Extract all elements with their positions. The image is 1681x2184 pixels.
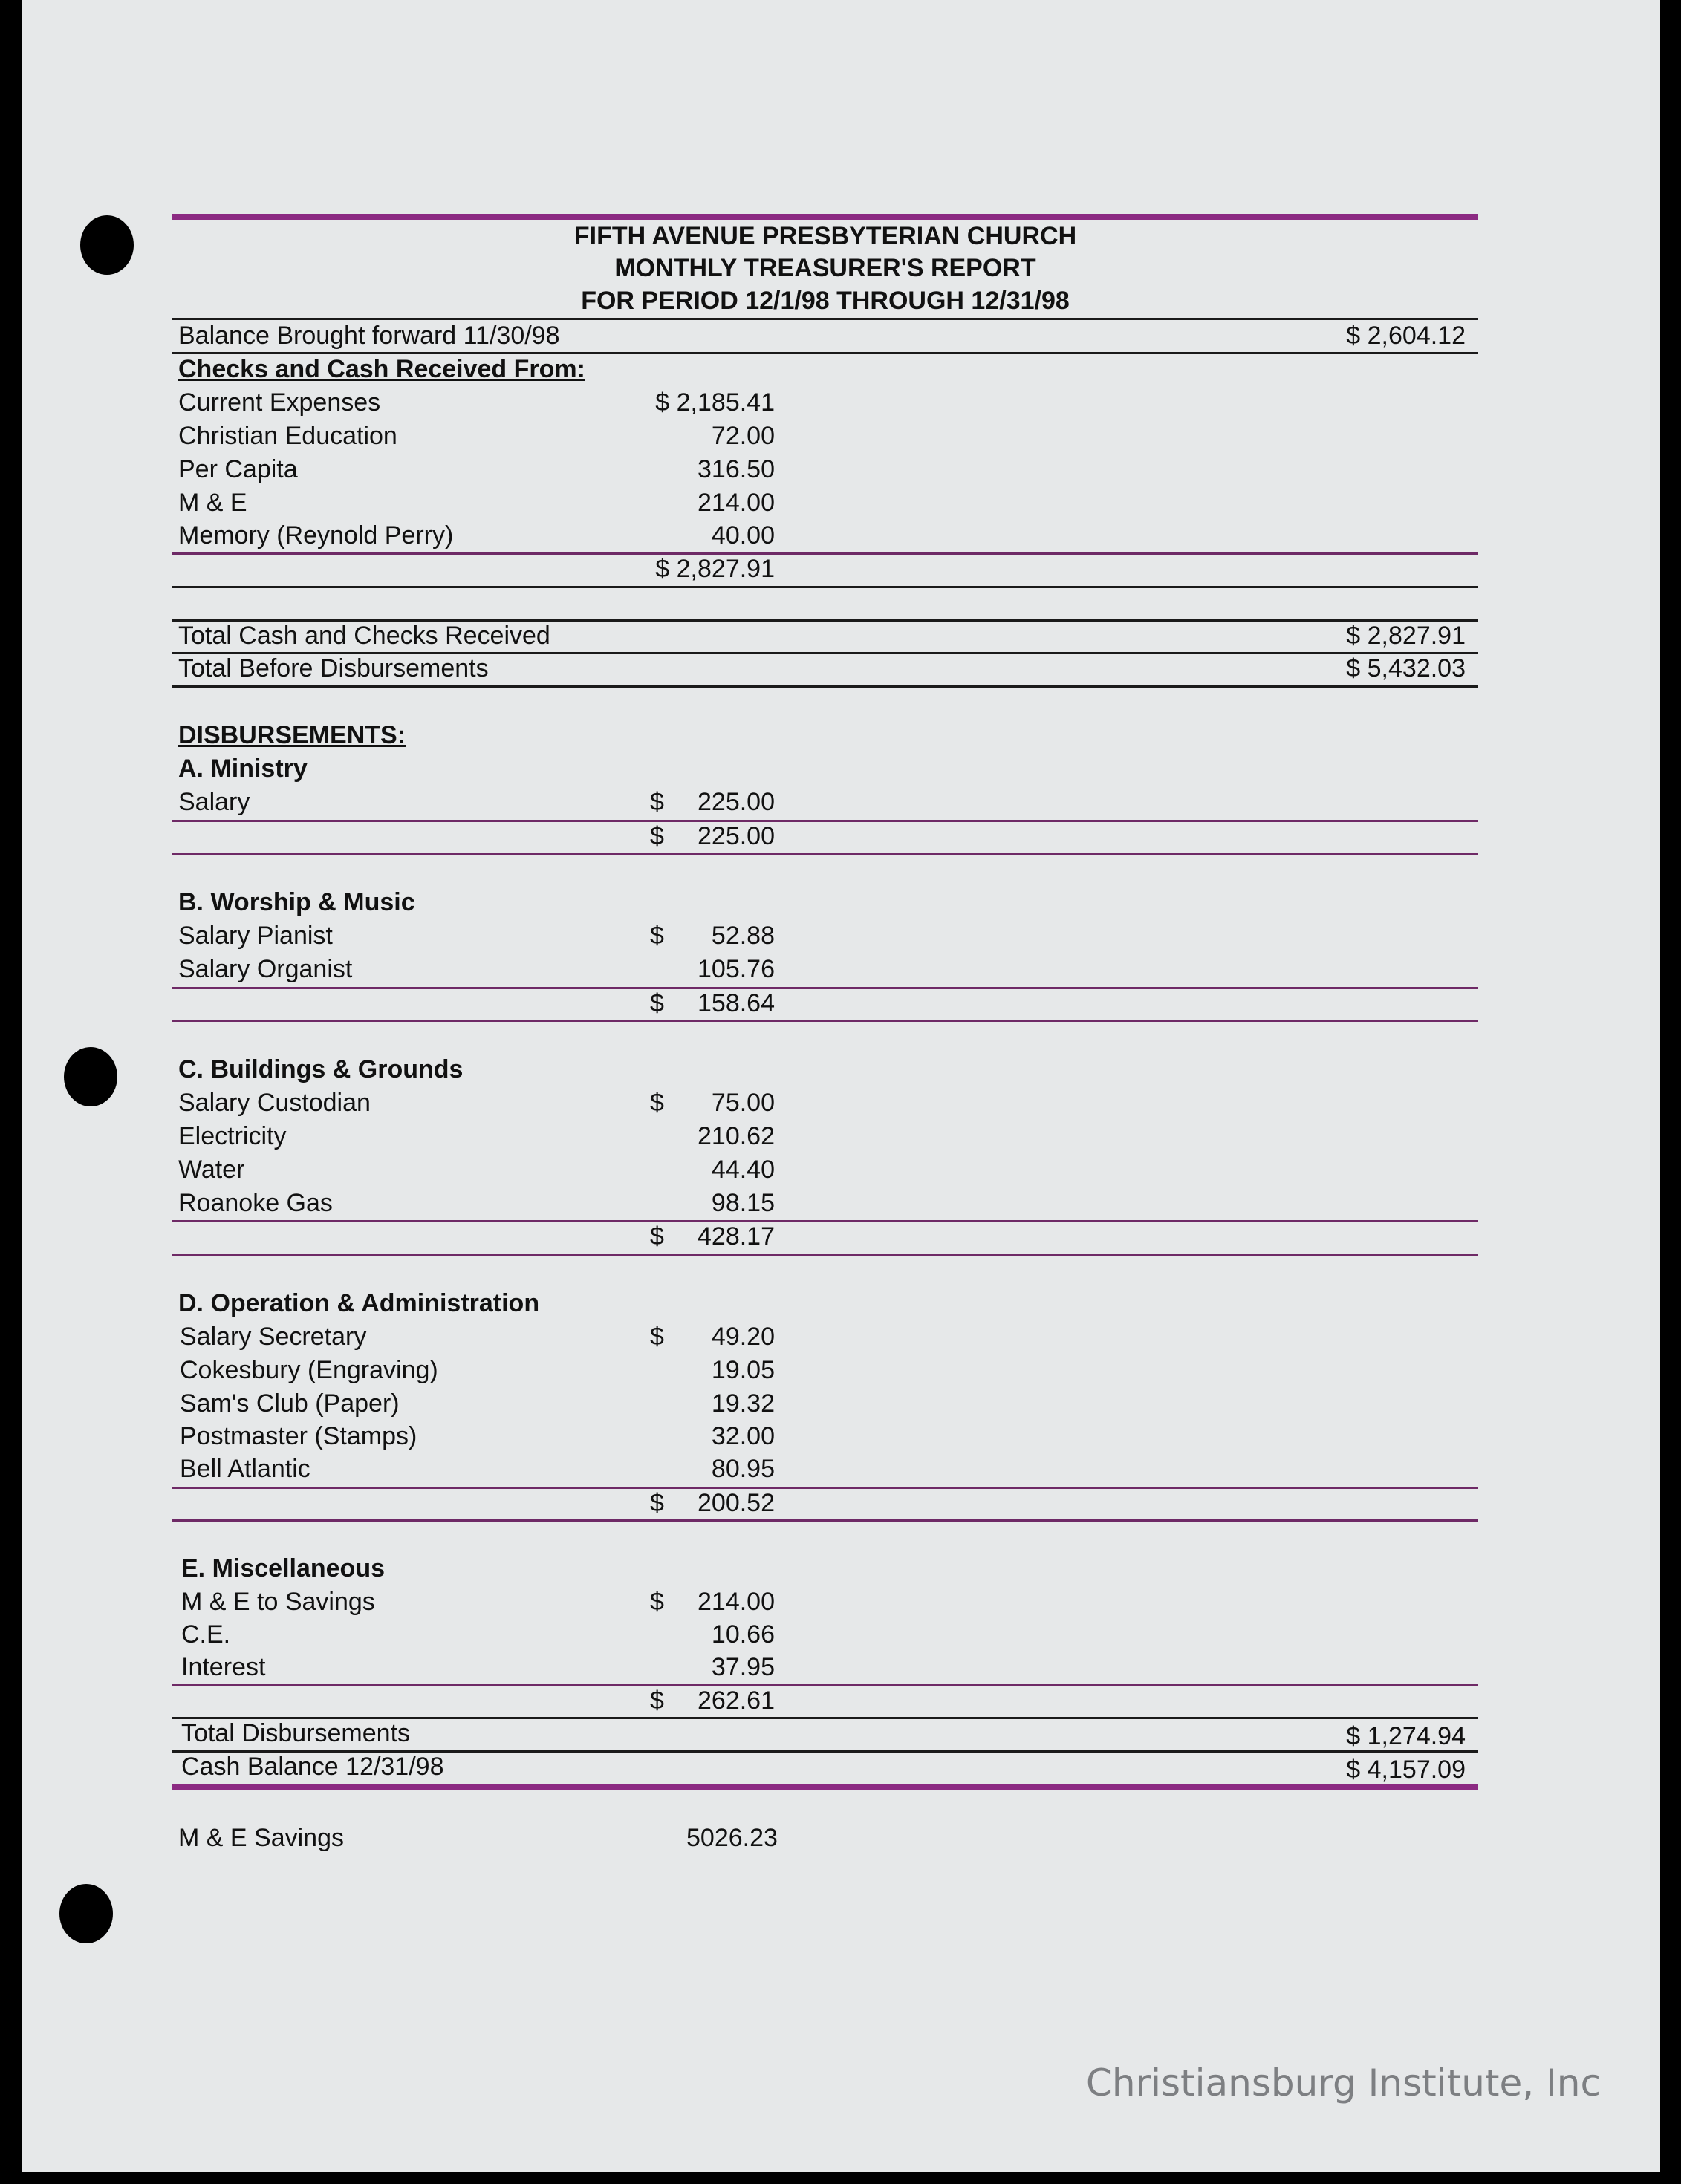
receipt-amount: 72.00 xyxy=(711,422,775,450)
line-item-amount: 37.95 xyxy=(711,1653,775,1681)
rule xyxy=(172,1254,1478,1256)
dollar-sign: $ xyxy=(650,1489,664,1517)
line-item-label: M & E to Savings xyxy=(181,1588,375,1616)
dollar-sign: $ xyxy=(650,1686,664,1715)
dollar-sign: $ xyxy=(650,788,664,816)
receipt-label: Memory (Reynold Perry) xyxy=(178,521,454,550)
receipts-subtotal: $ 2,827.91 xyxy=(655,555,775,583)
total-disbursements-label: Total Disbursements xyxy=(181,1719,411,1747)
total-received-label: Total Cash and Checks Received xyxy=(178,622,550,650)
watermark-text: Christiansburg Institute, Inc xyxy=(1085,2061,1601,2105)
line-item-label: Sam's Club (Paper) xyxy=(180,1389,400,1418)
cash-balance-amount: $ 4,157.09 xyxy=(1346,1756,1466,1784)
dollar-sign: $ xyxy=(650,1089,664,1117)
section-subtotal-buildings: 428.17 xyxy=(698,1222,775,1251)
receipt-label: Current Expenses xyxy=(178,388,381,417)
line-item-label: Salary Secretary xyxy=(180,1323,367,1351)
section-title-buildings: C. Buildings & Grounds xyxy=(178,1055,464,1083)
savings-label: M & E Savings xyxy=(178,1824,344,1852)
dollar-sign: $ xyxy=(650,1588,664,1616)
section-subtotal-misc: 262.61 xyxy=(698,1686,775,1715)
report-title-period: FOR PERIOD 12/1/98 THROUGH 12/31/98 xyxy=(581,287,1070,315)
rule xyxy=(172,586,1478,588)
punch-hole-top xyxy=(80,215,134,275)
section-subtotal-worship: 158.64 xyxy=(698,989,775,1017)
line-item-amount: 32.00 xyxy=(711,1422,775,1450)
punch-hole-bottom xyxy=(59,1884,113,1943)
section-title-ministry: A. Ministry xyxy=(178,754,308,783)
disbursements-heading: DISBURSEMENTS: xyxy=(178,721,406,749)
section-title-operation: D. Operation & Administration xyxy=(178,1289,540,1317)
rule xyxy=(172,820,1478,822)
line-item-label: Cokesbury (Engraving) xyxy=(180,1356,438,1384)
total-before-disbursements-label: Total Before Disbursements xyxy=(178,654,489,682)
rule xyxy=(172,1519,1478,1522)
rule xyxy=(172,318,1478,320)
line-item-amount: 80.95 xyxy=(711,1455,775,1483)
rule xyxy=(172,1220,1478,1222)
section-title-worship: B. Worship & Music xyxy=(178,888,415,916)
rule xyxy=(172,853,1478,855)
line-item-amount: 98.15 xyxy=(711,1189,775,1217)
line-item-label: Salary xyxy=(178,788,250,816)
line-item-amount: 19.32 xyxy=(711,1389,775,1418)
receipt-amount: $ 2,185.41 xyxy=(655,388,775,417)
receipt-label: Christian Education xyxy=(178,422,397,450)
line-item-amount: 105.76 xyxy=(698,955,775,983)
receipt-label: Per Capita xyxy=(178,455,298,483)
section-subtotal-operation: 200.52 xyxy=(698,1489,775,1517)
balance-forward-label: Balance Brought forward 11/30/98 xyxy=(178,322,560,350)
balance-forward-amount: $ 2,604.12 xyxy=(1346,322,1466,350)
rule xyxy=(172,1684,1478,1686)
line-item-amount: 10.66 xyxy=(711,1620,775,1649)
receipt-label: M & E xyxy=(178,489,247,517)
line-item-label: Salary Organist xyxy=(178,955,353,983)
line-item-amount: 75.00 xyxy=(711,1089,775,1117)
total-before-disbursements-amount: $ 5,432.03 xyxy=(1346,654,1466,682)
line-item-label: Interest xyxy=(181,1653,266,1681)
total-received-amount: $ 2,827.91 xyxy=(1346,622,1466,650)
line-item-amount: 49.20 xyxy=(711,1323,775,1351)
receipt-amount: 316.50 xyxy=(698,455,775,483)
line-item-label: Electricity xyxy=(178,1122,287,1150)
dollar-sign: $ xyxy=(650,1222,664,1251)
report-title-church: FIFTH AVENUE PRESBYTERIAN CHURCH xyxy=(573,222,1077,250)
savings-amount: 5026.23 xyxy=(686,1824,778,1852)
rule xyxy=(172,1487,1478,1489)
cash-balance-label: Cash Balance 12/31/98 xyxy=(181,1753,444,1781)
line-item-label: C.E. xyxy=(181,1620,231,1649)
receipt-amount: 40.00 xyxy=(711,521,775,550)
rule xyxy=(172,552,1478,555)
punch-hole-middle xyxy=(64,1047,117,1106)
line-item-amount: 210.62 xyxy=(698,1122,775,1150)
report-title-type: MONTHLY TREASURER'S REPORT xyxy=(614,254,1036,282)
line-item-label: Water xyxy=(178,1155,245,1184)
line-item-amount: 19.05 xyxy=(711,1356,775,1384)
dollar-sign: $ xyxy=(650,989,664,1017)
dollar-sign: $ xyxy=(650,922,664,950)
line-item-amount: 214.00 xyxy=(698,1588,775,1616)
line-item-label: Bell Atlantic xyxy=(180,1455,310,1483)
rule xyxy=(172,685,1478,688)
footer-bottom-rule xyxy=(172,1784,1478,1790)
line-item-label: Salary Pianist xyxy=(178,922,333,950)
line-item-label: Postmaster (Stamps) xyxy=(180,1422,417,1450)
line-item-label: Roanoke Gas xyxy=(178,1189,333,1217)
receipt-amount: 214.00 xyxy=(698,489,775,517)
dollar-sign: $ xyxy=(650,822,664,850)
section-title-misc: E. Miscellaneous xyxy=(181,1554,385,1582)
total-disbursements-amount: $ 1,274.94 xyxy=(1346,1722,1466,1750)
rule xyxy=(172,1020,1478,1022)
line-item-label: Salary Custodian xyxy=(178,1089,371,1117)
rule xyxy=(172,987,1478,989)
dollar-sign: $ xyxy=(650,1323,664,1351)
line-item-amount: 44.40 xyxy=(711,1155,775,1184)
line-item-amount: 52.88 xyxy=(711,922,775,950)
line-item-amount: 225.00 xyxy=(698,788,775,816)
section-subtotal-ministry: 225.00 xyxy=(698,822,775,850)
receipts-heading: Checks and Cash Received From: xyxy=(178,355,585,383)
header-top-rule xyxy=(172,214,1478,220)
